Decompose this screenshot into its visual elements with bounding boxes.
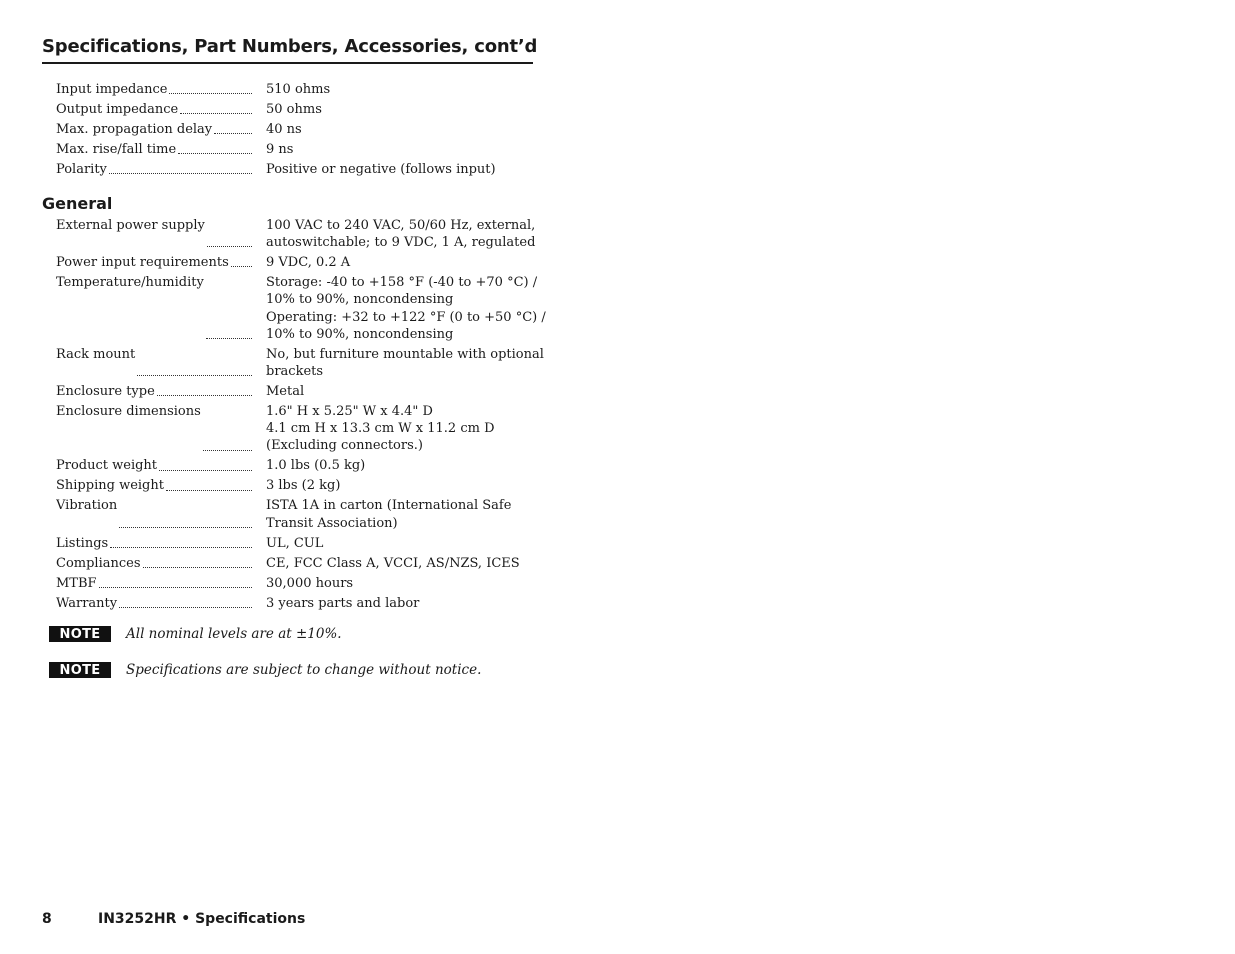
- spec-label: Rack mount: [56, 346, 136, 362]
- spec-label: Compliances: [56, 555, 141, 571]
- spec-value-line: UL, CUL: [266, 535, 324, 551]
- spec-label-cell: [56, 101, 256, 118]
- spec-label: Output impedance: [56, 102, 179, 117]
- spec-label-cell: [56, 254, 256, 271]
- note-text: Specifications are subject to change without notice.: [126, 662, 482, 678]
- spec-row: [56, 161, 536, 178]
- spec-label: Power input requirements: [56, 255, 229, 271]
- dot-leader: [180, 101, 252, 114]
- spec-label-cell: [56, 457, 256, 474]
- spec-value-line: autoswitchable; to 9 VDC, 1 A, regulated: [266, 235, 536, 251]
- dot-leader: [159, 457, 252, 470]
- spec-row: [56, 101, 536, 118]
- spec-label-cell: [56, 497, 256, 531]
- spec-value-line: 40 ns: [266, 122, 302, 137]
- spec-value-line: 50 ohms: [266, 102, 322, 117]
- spec-value: [256, 101, 536, 118]
- spec-label-cell: [56, 595, 256, 612]
- spec-value-line: brackets: [266, 364, 324, 380]
- spec-value-line: 9 ns: [266, 142, 294, 157]
- spec-value: [256, 274, 546, 343]
- spec-label: Max. rise/fall time: [56, 142, 177, 157]
- spec-label: Enclosure type: [56, 384, 155, 400]
- spec-label: Enclosure dimensions: [56, 404, 201, 420]
- spec-value: [256, 403, 536, 455]
- spec-value-line: No, but furniture mountable with optional: [266, 346, 544, 362]
- dot-leader: [119, 497, 252, 527]
- spec-label: Warranty: [56, 595, 118, 611]
- spec-value-line: 3 years parts and labor: [266, 595, 420, 611]
- spec-label: Vibration: [56, 498, 118, 514]
- spec-value: [256, 141, 536, 158]
- spec-row: [56, 555, 536, 572]
- spec-row: [56, 121, 536, 138]
- spec-row: [56, 477, 536, 494]
- spec-value: [256, 81, 536, 98]
- spec-label-cell: [56, 217, 256, 251]
- spec-value: [256, 217, 536, 251]
- spec-value: [256, 346, 544, 380]
- spec-label: Product weight: [56, 458, 158, 474]
- spec-label-cell: [56, 575, 256, 592]
- spec-row: [56, 346, 544, 380]
- top-specs-list: [56, 81, 536, 181]
- dot-leader: [169, 81, 252, 94]
- spec-value: [256, 555, 536, 572]
- spec-label-cell: [56, 274, 256, 343]
- spec-label: Temperature/humidity: [56, 275, 204, 291]
- spec-label-cell: [56, 477, 256, 494]
- spec-label-cell: [56, 141, 256, 158]
- spec-value-line: 10% to 90%, noncondensing: [266, 292, 454, 308]
- spec-row: [56, 274, 546, 343]
- spec-label-cell: [56, 121, 256, 138]
- spec-label-cell: [56, 535, 256, 552]
- spec-row: [56, 535, 536, 552]
- general-specs-list: [56, 217, 546, 615]
- spec-value: [256, 121, 536, 138]
- dot-leader: [143, 555, 252, 568]
- page-footer: [42, 911, 305, 927]
- spec-label: MTBF: [56, 575, 97, 591]
- note-text: All nominal levels are at ±10%.: [126, 626, 342, 642]
- spec-value-line: (Excluding connectors.): [266, 438, 423, 454]
- spec-label: External power supply: [56, 218, 205, 233]
- spec-label: Shipping weight: [56, 478, 164, 494]
- spec-label: Listings: [56, 535, 109, 551]
- spec-value-line: 1.0 lbs (0.5 kg): [266, 458, 366, 474]
- spec-label-cell: [56, 403, 256, 455]
- spec-label: Input impedance: [56, 82, 168, 97]
- spec-row: [56, 81, 536, 98]
- dot-leader: [231, 254, 252, 267]
- spec-value: [256, 595, 536, 612]
- spec-row: [56, 403, 536, 455]
- spec-row: [56, 497, 536, 531]
- spec-value-line: 4.1 cm H x 13.3 cm W x 11.2 cm D: [266, 421, 495, 437]
- spec-row: [56, 595, 536, 612]
- section-heading-general: General: [42, 194, 113, 213]
- spec-value: [256, 497, 536, 531]
- dot-leader: [157, 383, 252, 396]
- spec-value-line: Storage: -40 to +158 °F (-40 to +70 °C) /: [266, 275, 538, 291]
- spec-value: [256, 254, 536, 271]
- spec-row: [56, 217, 536, 251]
- note-nominal-levels: [49, 626, 342, 642]
- spec-value-line: Metal: [266, 384, 305, 400]
- dot-leader: [109, 161, 252, 174]
- spec-label-cell: [56, 81, 256, 98]
- spec-value-line: 1.6" H x 5.25" W x 4.4" D: [266, 404, 433, 420]
- spec-value-line: 510 ohms: [266, 82, 331, 97]
- spec-value-line: 3 lbs (2 kg): [266, 478, 341, 494]
- spec-value: [256, 575, 536, 592]
- dot-leader: [119, 595, 252, 608]
- spec-label: Polarity: [56, 162, 107, 177]
- spec-value-line: Positive or negative (follows input): [266, 162, 496, 177]
- dot-leader: [178, 141, 252, 154]
- spec-label-cell: [56, 161, 256, 178]
- spec-value: [256, 161, 536, 178]
- spec-value-line: 100 VAC to 240 VAC, 50/60 Hz, external,: [266, 218, 536, 233]
- spec-row: [56, 254, 536, 271]
- spec-row: [56, 383, 536, 400]
- spec-value-line: 30,000 hours: [266, 575, 354, 591]
- spec-value: [256, 477, 536, 494]
- spec-label-cell: [56, 346, 256, 380]
- dot-leader: [99, 575, 252, 588]
- page-title: Specifications, Part Numbers, Accessories, cont’d: [42, 36, 533, 64]
- spec-label-cell: [56, 555, 256, 572]
- spec-value-line: Transit Association): [266, 515, 398, 531]
- spec-value-line: 9 VDC, 0.2 A: [266, 255, 351, 271]
- spec-value-line: 10% to 90%, noncondensing: [266, 326, 454, 342]
- note-badge: NOTE: [49, 626, 111, 642]
- dot-leader: [166, 477, 252, 490]
- spec-label: Max. propagation delay: [56, 122, 213, 137]
- spec-row: [56, 457, 536, 474]
- spec-value-line: ISTA 1A in carton (International Safe: [266, 498, 512, 514]
- dot-leader: [206, 274, 252, 339]
- spec-value: [256, 535, 536, 552]
- dot-leader: [110, 535, 252, 548]
- spec-value-line: Operating: +32 to +122 °F (0 to +50 °C) /: [266, 309, 546, 325]
- spec-value: [256, 383, 536, 400]
- page-number: 8: [42, 911, 52, 927]
- note-specifications-change: [49, 662, 481, 678]
- spec-row: [56, 575, 536, 592]
- spec-value: [256, 457, 536, 474]
- dot-leader: [137, 346, 252, 376]
- spec-row: [56, 141, 536, 158]
- dot-leader: [203, 403, 252, 451]
- dot-leader: [207, 217, 252, 247]
- note-badge: NOTE: [49, 662, 111, 678]
- footer-text: IN3252HR • Specifications: [98, 911, 306, 927]
- dot-leader: [214, 121, 252, 134]
- spec-value-line: CE, FCC Class A, VCCI, AS/NZS, ICES: [266, 555, 520, 571]
- spec-label-cell: [56, 383, 256, 400]
